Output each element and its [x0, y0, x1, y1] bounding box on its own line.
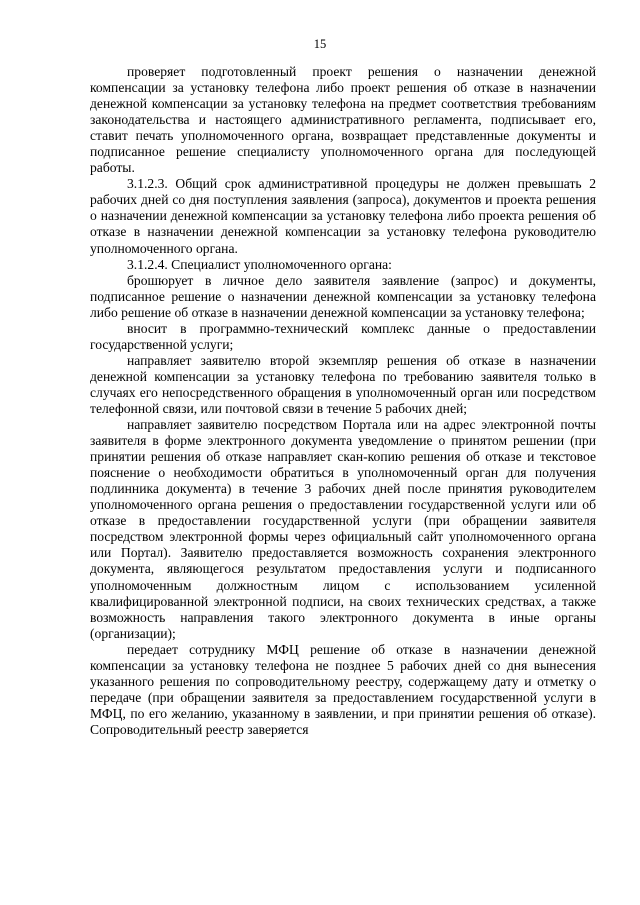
paragraph: 3.1.2.3. Общий срок административной процедуры не должен превышать 2 рабочих дней со дня поступления заявления (запроса), документов и проекта решения о назначении денежной компенсации за установку телефона либо проекта решения об отказе в назначении денежной компенсации за установку телефона руководителю уполномоченного органа.: [90, 176, 596, 256]
paragraph: вносит в программно-технический комплекс данные о предоставлении государственной услуги;: [90, 320, 596, 352]
paragraph: направляет заявителю второй экземпляр решения об отказе в назначении денежной компенсации за установку телефона по требованию заявителя только в случаях его непосредственного обращения в уполномоченный орган или посредством телефонной связи, или почтовой связи в течение 5 рабочих дней;: [90, 352, 596, 416]
paragraph: проверяет подготовленный проект решения о назначении денежной компенсации за установку телефона либо проект решения об отказе в назначении денежной компенсации за установку телефона на предмет соответствия требованиям законодательства и настоящего административного регламента, подписывает его, ставит печать уполномоченного органа, возвращает представленные документы и подписанное решение специалисту уполномоченного органа для последующей работы.: [90, 64, 596, 176]
paragraph: передает сотруднику МФЦ решение об отказе в назначении денежной компенсации за установку телефона не позднее 5 рабочих дней со дня вынесения указанного решения по сопроводительному реестру, содержащему дату и отметку о передаче (при обращении заявителя за предоставлением государственной услуги в МФЦ, по его желанию, указанному в заявлении, и при принятии решения об отказе). Сопроводительный реестр заверяется: [90, 641, 596, 737]
paragraph: направляет заявителю посредством Портала или на адрес электронной почты заявителя в форме электронного документа уведомление о принятом решении (при принятии решения об отказе направляет скан-копию решения об отказе и текстовое пояснение о необходимости обратиться в уполномоченный орган для получения подлинника документа) в течение 3 рабочих дней после принятия руководителем уполномоченного органа решения о предоставлении государственной услуги или об отказе в предоставлении государственной услуги (при обращении заявителя посредством электронной формы через официальный сайт уполномоченного органа или Портал). Заявителю предоставляется возможность сохранения электронного документа, являющегося результатом предоставления услуги и подписанного уполномоченным должностным лицом с использованием усиленной квалифицированной электронной подписи, на своих технических средствах, а также возможность направления такого электронного документа в иные органы (организации);: [90, 417, 596, 641]
paragraph: брошюрует в личное дело заявителя заявление (запрос) и документы, подписанное решение о назначении денежной компенсации за установку телефона либо решение об отказе в назначении денежной компенсации за установку телефона;: [90, 272, 596, 320]
page-number: 15: [313, 37, 327, 51]
paragraph: 3.1.2.4. Специалист уполномоченного органа:: [127, 256, 392, 272]
document-body: [90, 64, 596, 738]
